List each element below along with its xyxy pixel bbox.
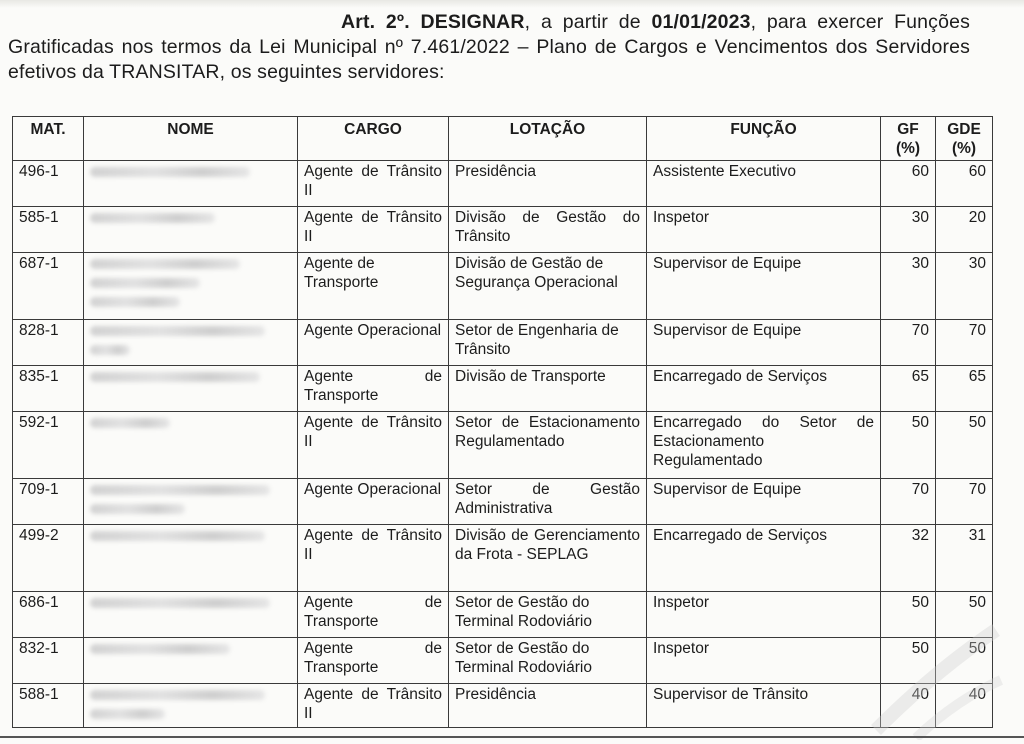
header-gf: GF (%) — [881, 117, 936, 161]
cell-lotacao: Divisão de Gestão de Segurança Operacional — [449, 253, 647, 320]
redacted-name — [90, 345, 130, 355]
cell-gf: 32 — [881, 525, 936, 592]
cell-funcao: Encarregado de Serviços — [647, 366, 881, 412]
cell-cargo: Agente de Trânsito II — [298, 412, 449, 479]
cell-lotacao: Divisão de Transporte — [449, 366, 647, 412]
cell-cargo: Agente de Transporte — [298, 638, 449, 684]
servers-table — [12, 116, 993, 728]
cell-lotacao: Divisão de Gestão do Trânsito — [449, 207, 647, 253]
cell-cargo: Agente de Transporte — [298, 366, 449, 412]
cell-cargo: Agente de Transporte — [298, 253, 449, 320]
cell-funcao: Supervisor de Equipe — [647, 320, 881, 366]
article-rest: , para exercer Funções Gratificadas nos termos da Lei Municipal nº 7.461/2022 – Plano de Cargos e Vencimentos dos Servidores efetivos da TRANSITAR, os seguintes servidores: — [8, 11, 970, 83]
cell-lotacao: Setor de Estacionamento Regulamentado — [449, 412, 647, 479]
cell-nome-redacted — [84, 253, 298, 320]
cell-gde: 70 — [936, 320, 993, 366]
redacted-name — [90, 504, 185, 514]
cell-gde: 60 — [936, 161, 993, 207]
cell-nome-redacted — [84, 207, 298, 253]
cell-gde: 31 — [936, 525, 993, 592]
cell-gf: 30 — [881, 253, 936, 320]
article-date: 01/01/2023 — [651, 11, 751, 33]
article-mid: , a partir de — [524, 11, 641, 33]
redacted-name — [90, 213, 215, 223]
cell-cargo: Agente de Trânsito II — [298, 525, 449, 592]
cell-gde: 30 — [936, 253, 993, 320]
cell-lotacao: Presidência — [449, 161, 647, 207]
cell-gf: 70 — [881, 479, 936, 525]
article-number: Art. 2º. — [341, 11, 410, 33]
cell-mat: 832-1 — [13, 638, 84, 684]
cell-funcao: Supervisor de Equipe — [647, 479, 881, 525]
table-row — [13, 684, 993, 728]
header-gde: GDE (%) — [936, 117, 993, 161]
cell-funcao: Inspetor — [647, 638, 881, 684]
cell-mat: 588-1 — [13, 684, 84, 728]
redacted-name — [90, 690, 265, 700]
redacted-name — [90, 485, 270, 495]
cell-gf: 60 — [881, 161, 936, 207]
cell-nome-redacted — [84, 525, 298, 592]
cell-lotacao: Setor de Gestão do Terminal Rodoviário — [449, 638, 647, 684]
cell-funcao: Encarregado do Setor de Estacionamento Regulamentado — [647, 412, 881, 479]
redacted-name — [90, 259, 240, 269]
cell-gf: 30 — [881, 207, 936, 253]
cell-gde: 50 — [936, 592, 993, 638]
table-row — [13, 525, 993, 592]
cell-lotacao: Setor de Gestão Administrativa — [449, 479, 647, 525]
cell-funcao: Inspetor — [647, 592, 881, 638]
cell-gf: 65 — [881, 366, 936, 412]
cell-cargo: Agente Operacional — [298, 479, 449, 525]
cell-gde: 20 — [936, 207, 993, 253]
redacted-name — [90, 326, 265, 336]
article-action: DESIGNAR — [420, 11, 525, 33]
table-header-row — [13, 117, 993, 161]
cell-mat: 592-1 — [13, 412, 84, 479]
header-nome: NOME — [84, 117, 298, 161]
cell-gf: 50 — [881, 638, 936, 684]
table-row — [13, 366, 993, 412]
cell-nome-redacted — [84, 412, 298, 479]
redacted-name — [90, 372, 260, 382]
table-row — [13, 320, 993, 366]
header-funcao: FUNÇÃO — [647, 117, 881, 161]
cell-funcao: Assistente Executivo — [647, 161, 881, 207]
redacted-name — [90, 598, 270, 608]
cell-gde: 70 — [936, 479, 993, 525]
cell-cargo: Agente de Trânsito II — [298, 161, 449, 207]
redacted-name — [90, 644, 230, 654]
redacted-name — [90, 531, 265, 541]
cell-mat: 835-1 — [13, 366, 84, 412]
article-paragraph — [8, 10, 970, 85]
cell-funcao: Supervisor de Trânsito — [647, 684, 881, 728]
table-row — [13, 592, 993, 638]
cell-nome-redacted — [84, 638, 298, 684]
table-row — [13, 638, 993, 684]
cell-nome-redacted — [84, 684, 298, 728]
header-lotacao: LOTAÇÃO — [449, 117, 647, 161]
cell-lotacao: Divisão de Gerenciamento da Frota - SEPLAG — [449, 525, 647, 592]
cell-lotacao: Setor de Engenharia de Trânsito — [449, 320, 647, 366]
cell-funcao: Inspetor — [647, 207, 881, 253]
table-row — [13, 253, 993, 320]
cell-nome-redacted — [84, 592, 298, 638]
cell-nome-redacted — [84, 161, 298, 207]
cell-funcao: Encarregado de Serviços — [647, 525, 881, 592]
redacted-name — [90, 709, 165, 719]
redacted-name — [90, 278, 200, 288]
cell-mat: 496-1 — [13, 161, 84, 207]
cell-mat: 687-1 — [13, 253, 84, 320]
table-row — [13, 207, 993, 253]
cell-cargo: Agente de Transporte — [298, 592, 449, 638]
cell-gde: 50 — [936, 412, 993, 479]
cell-gde: 40 — [936, 684, 993, 728]
cell-lotacao: Presidência — [449, 684, 647, 728]
cell-nome-redacted — [84, 479, 298, 525]
cell-gf: 70 — [881, 320, 936, 366]
cell-gf: 50 — [881, 592, 936, 638]
cell-gde: 65 — [936, 366, 993, 412]
cell-nome-redacted — [84, 320, 298, 366]
cell-mat: 585-1 — [13, 207, 84, 253]
cell-gf: 50 — [881, 412, 936, 479]
table-row — [13, 412, 993, 479]
cell-cargo: Agente de Trânsito II — [298, 684, 449, 728]
page-bottom-rule — [0, 736, 1024, 738]
cell-mat: 709-1 — [13, 479, 84, 525]
cell-lotacao: Setor de Gestão do Terminal Rodoviário — [449, 592, 647, 638]
cell-mat: 686-1 — [13, 592, 84, 638]
table-row — [13, 161, 993, 207]
header-cargo: CARGO — [298, 117, 449, 161]
cell-funcao: Supervisor de Equipe — [647, 253, 881, 320]
watermark-arcs — [856, 610, 1006, 740]
cell-cargo: Agente de Trânsito II — [298, 207, 449, 253]
cell-cargo: Agente Operacional — [298, 320, 449, 366]
cell-gde: 50 — [936, 638, 993, 684]
header-mat: MAT. — [13, 117, 84, 161]
cell-mat: 828-1 — [13, 320, 84, 366]
cell-gf: 40 — [881, 684, 936, 728]
scan-top-edge — [0, 0, 1024, 8]
redacted-name — [90, 418, 170, 428]
redacted-name — [90, 167, 250, 177]
redacted-name — [90, 297, 180, 307]
cell-mat: 499-2 — [13, 525, 84, 592]
cell-nome-redacted — [84, 366, 298, 412]
table-row — [13, 479, 993, 525]
